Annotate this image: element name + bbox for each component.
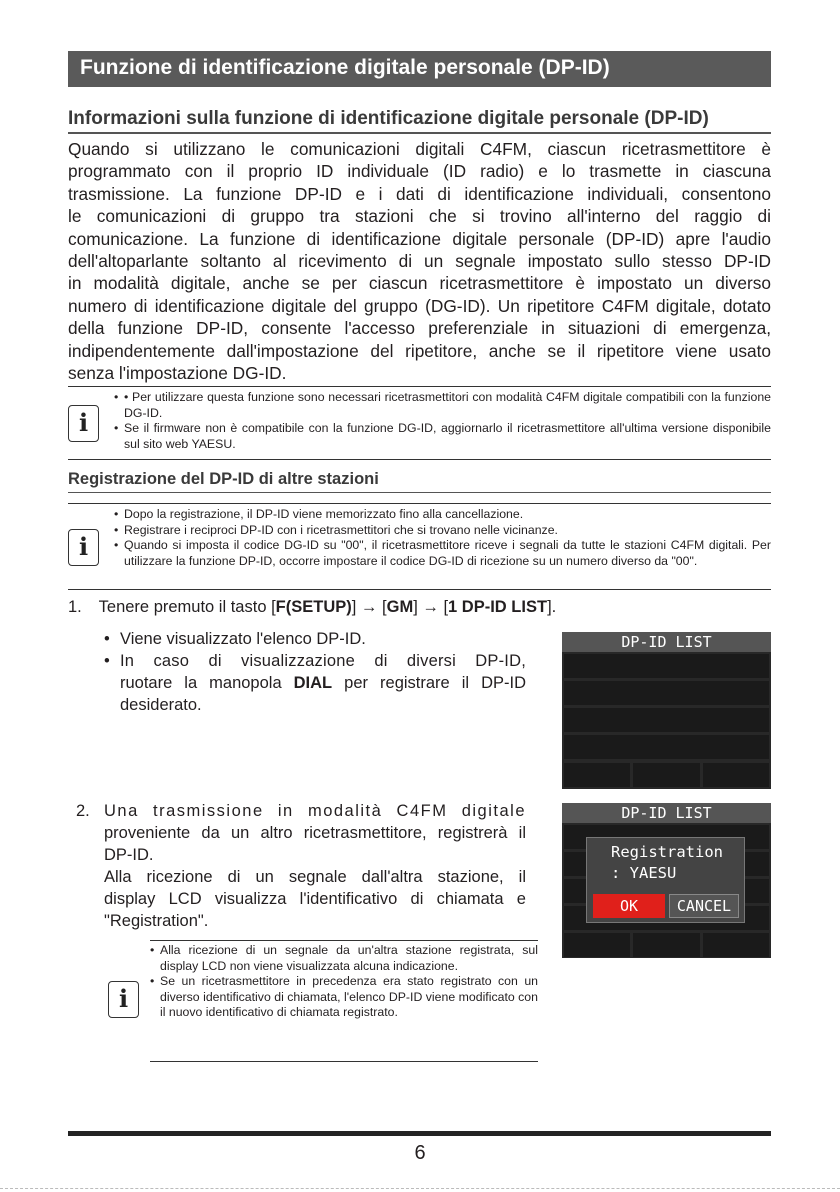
note-item: • Se il firmware non è compatibile con la funzione DG-ID, aggiornarlo il ricetrasmettitore all'ultima versione disponibile sul sito web YAESU.: [114, 421, 771, 452]
step-text: display LCD visualizza l'identificativo di chiamata e: [104, 890, 526, 908]
note-list: [114, 390, 771, 452]
step-1: [68, 596, 771, 618]
step-text: Una trasmissione in modalità C4FM digitale: [104, 802, 526, 820]
soft-key: [703, 933, 769, 957]
soft-key: [564, 763, 630, 787]
soft-key: [633, 933, 700, 957]
bullet-item: • In caso di visualizzazione di diversi DP-ID, ruotare la manopola DIAL per registrare il DP-ID desiderato.: [104, 652, 526, 714]
page-number: 6: [414, 1142, 426, 1164]
key-label: 1 DP-ID LIST: [448, 598, 548, 616]
note-item: • Registrare i reciproci DP-ID con i ricetrasmettitori che si trovano nelle vicinanze.: [114, 523, 771, 539]
page-edge: [0, 1188, 840, 1190]
screen-title: DP-ID LIST: [562, 803, 771, 823]
note-list: [150, 943, 538, 1021]
key-label: DIAL: [293, 674, 333, 692]
chapter-title: Funzione di identificazione digitale personale (DP-ID): [80, 56, 610, 79]
note-item: • Alla ricezione di un segnale da un'altra stazione registrata, sul display LCD non viene visualizzata alcuna indicazione.: [150, 943, 538, 974]
footer-rule: [68, 1131, 771, 1136]
note-box-requirements: [68, 386, 771, 460]
lcd-screen-dpid-list: [562, 632, 771, 789]
info-icon: i: [68, 529, 99, 566]
paragraph-line: dell'altoparlante soltanto al ricevimento di un segnale impostato sullo stesso DP-ID: [68, 250, 771, 271]
note-box-registered: [118, 940, 538, 1062]
note-box-registration: [68, 503, 771, 590]
note-item: • Dopo la registrazione, il DP-ID viene memorizzato fino alla cancellazione.: [114, 507, 771, 523]
info-icon: i: [108, 981, 139, 1018]
paragraph-line: della funzione DP-ID, consente l'accesso preferenziale in situazioni di emergenza,: [68, 318, 771, 339]
step-text: Alla ricezione di un segnale dall'altra stazione, il: [104, 868, 526, 886]
step-text: ] → [: [351, 598, 387, 616]
step-text: ].: [547, 598, 557, 616]
soft-key: [703, 763, 769, 787]
info-icon: i: [68, 405, 99, 442]
paragraph-line: le comunicazioni di gruppo tra stazioni che si trovino all'interno del raggio di: [68, 206, 771, 227]
step-text: proveniente da un altro ricetrasmettitore, registrerà il: [104, 824, 526, 842]
paragraph-line: Quando si utilizzano le comunicazioni digitali C4FM, ciascun ricetrasmettitore è: [68, 139, 771, 159]
list-row: [564, 681, 769, 705]
list-row: [564, 735, 769, 759]
bullet-text: desiderato.: [120, 696, 202, 714]
step-text: ] → [: [413, 598, 449, 616]
section-heading-about: Informazioni sulla funzione di identificazione digitale personale (DP-ID): [68, 108, 771, 134]
list-row: [564, 708, 769, 732]
dialog-callsign: : YAESU: [611, 864, 677, 882]
list-row: [564, 654, 769, 678]
note-item: • • Per utilizzare questa funzione sono necessari ricetrasmettitori con modalità C4FM digitale compatibili con la funzione DG-ID.: [114, 390, 771, 421]
step-text: "Registration".: [104, 912, 209, 930]
paragraph-line: comunicazione. La funzione di identificazione digitale personale (DP-ID) apre l'audio: [68, 228, 771, 249]
step-text: DP-ID.: [104, 846, 154, 864]
step-number: 2.: [76, 802, 90, 820]
bullet-text: ruotare la manopola DIAL per registrare il DP-ID: [120, 674, 526, 692]
step-1-bullets: [104, 628, 526, 716]
bullet-text: Viene visualizzato l'elenco DP-ID.: [120, 630, 366, 648]
ok-button: OK: [593, 894, 665, 918]
paragraph-line: senza l'impostazione DG-ID.: [68, 362, 287, 383]
section-heading-registration: Registrazione del DP-ID di altre stazioni: [68, 470, 771, 493]
paragraph-line: programmato con il proprio ID individuale (ID radio) e lo trasmette in ciascuna: [68, 161, 771, 182]
step-text: Tenere premuto il tasto [: [98, 598, 276, 616]
dialog-title: Registration: [611, 843, 723, 861]
step-number: 1.: [68, 598, 82, 616]
key-label: GM: [386, 598, 414, 616]
screen-title: DP-ID LIST: [562, 632, 771, 652]
cancel-button: CANCEL: [669, 894, 739, 918]
bullet-item: • Viene visualizzato l'elenco DP-ID.: [104, 630, 366, 648]
intro-paragraph: [68, 138, 771, 384]
paragraph-line: in modalità digitale, anche se per ciascun ricetrasmettitore è impostato un diverso: [68, 273, 771, 294]
paragraph-line: trasmissione. La funzione DP-ID e i dati di identificazione individuali, consentono: [68, 183, 771, 204]
bullet-text: In caso di visualizzazione di diversi DP-ID,: [120, 652, 526, 670]
paragraph-line: numero di identificazione digitale del gruppo (DG-ID). Un ripetitore C4FM digitale, dotato: [68, 295, 771, 316]
note-item: • Se un ricetrasmettitore in precedenza era stato registrato con un diverso identificativo di chiamata, l'elenco DP-ID viene modificato con il nuovo identificativo di chiamata registrato.: [150, 974, 538, 1021]
soft-key: [564, 933, 630, 957]
key-label: F(SETUP): [275, 598, 352, 616]
soft-key: [633, 763, 700, 787]
chapter-banner: [68, 51, 771, 87]
paragraph-line: indipendentemente dall'impostazione del ripetitore, anche se il ripetitore viene usato: [68, 340, 771, 361]
note-item: • Quando si imposta il codice DG-ID su "00", il ricetrasmettitore riceve i segnali da tutte le stazioni C4FM digitali. Per utilizzare la funzione DP-ID, occorre impostare il codice DG-ID di ricezione su un numero diverso da "00".: [114, 538, 771, 569]
note-list: [114, 507, 771, 569]
registration-dialog: [586, 837, 745, 923]
